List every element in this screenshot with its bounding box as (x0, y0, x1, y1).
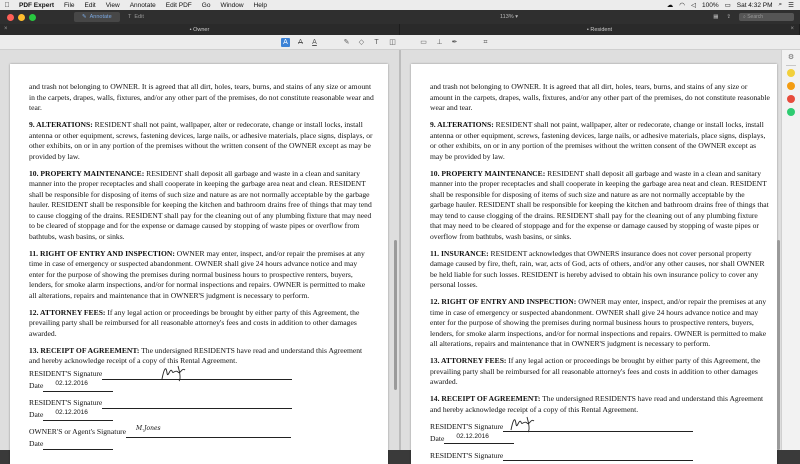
zoom-window-button[interactable] (29, 14, 36, 21)
tab-resident[interactable] (400, 24, 800, 35)
resident-signature-line-1[interactable] (29, 369, 374, 380)
menu-go[interactable]: Go (201, 1, 211, 9)
close-tab-icon[interactable]: × (790, 26, 794, 32)
resident-signature-label: RESIDENT'S Signature (430, 450, 504, 460)
owner-page-content (29, 82, 374, 450)
resident-document-pane[interactable] (401, 50, 781, 460)
resident-date-value: 02.12.2016 (55, 409, 88, 416)
edit-mode-button[interactable] (120, 12, 166, 22)
comment-icon[interactable]: ▭ (420, 39, 427, 46)
volume-icon[interactable]: ◁ (690, 2, 696, 9)
battery-icon: ▭ (724, 2, 731, 9)
pen-icon[interactable]: ✎ (343, 39, 350, 46)
share-icon[interactable]: ⇪ (726, 14, 731, 20)
tab-owner[interactable] (0, 24, 400, 35)
annotate-icon: ✎ (82, 14, 87, 20)
view-settings-icon[interactable]: ▦ (713, 14, 719, 20)
clock[interactable]: Sat 4:32 PM (736, 1, 773, 9)
menu-help[interactable]: Help (253, 1, 267, 9)
tab-resident-title: • Resident (586, 26, 613, 33)
resident-date-field[interactable] (43, 409, 113, 421)
resident-paragraph: 9. ALTERATIONS: RESIDENT shall not paint, wallpaper, alter or redecorate, change or install locks, install antenna or other equipment, screws, fastening devices, large nails, or adhesive materials, place signs, displays, or other exhibits, on or in any portion of the premises without the written consent of the OWNER except as may be provided by law. (430, 120, 766, 161)
resident-signature-label: RESIDENT'S Signature (430, 421, 504, 431)
date-label: Date (29, 439, 44, 448)
notification-center-icon[interactable]: ☰ (788, 2, 794, 9)
resident-date-field[interactable] (43, 380, 113, 392)
resident-paragraph: 10. PROPERTY MAINTENANCE: RESIDENT shall deposit all garbage and waste in a clean and sanitary manner into the proper receptacles and shall cooperate in keeping the garbage area neat and clean. RESIDENT shall be responsible for disposing of items of such size and nature as are not normally acceptable by the garbage hauler. RESIDENT shall be responsible for keeping the kitchen and bathroom drains free of things that may tend to cause clogging of the drains. RESIDENT shall pay for the cleaning out of any plumbing fixture that may need to be cleared of stoppage and for the expense or damage caused by stopping of waste pipes or overflow from bathtubs, wash basins, or sinks. (430, 168, 769, 241)
resident-paragraph: 12. RIGHT OF ENTRY AND INSPECTION: OWNER may enter, inspect, and/or repair the premises at any time in case of emergency or suspected abandonment. OWNER shall give 24 hours advance notice and may enter for the purpose of showing the premises during normal business hours to prospective renters, buyers, lenders, for smoke alarm inspections, and/or for normal inspections and repairs. OWNER is permitted to make all alterations, repairs and maintenance that in OWNER'S judgment is necessary to perform. (430, 297, 767, 348)
vertical-scrollbar[interactable] (394, 240, 397, 390)
resident-signature-image (507, 414, 547, 434)
resident-date-field[interactable] (444, 432, 514, 444)
resident-signature-line-1[interactable] (430, 421, 770, 432)
search-placeholder: Search (747, 14, 764, 20)
strikethrough-icon[interactable]: A (298, 39, 303, 46)
menu-edit-pdf[interactable]: Edit PDF (165, 1, 192, 9)
resident-paragraph: 14. RECEIPT OF AGREEMENT: The undersigned RESIDENTS have read and understand this Agreement and hereby acknowledge receipt of a copy of this Rental Agreement. (430, 394, 764, 414)
resident-paragraph: and trash not belonging to OWNER. It is agreed that all dirt, holes, tears, burns, and stains of any size or amount in the carpets, drapes, walls, fixtures, and/or any other part of the premises, do not constitute reasonable wear and tear. (430, 82, 770, 112)
owner-page (10, 64, 388, 464)
menu-app-name[interactable]: PDF Expert (19, 1, 55, 9)
eraser-icon[interactable]: ◇ (358, 39, 365, 46)
color-swatch-orange[interactable] (787, 82, 795, 90)
edit-mode-label: Edit (134, 14, 144, 20)
tab-bar (0, 24, 800, 35)
resident-date-line-1[interactable] (430, 433, 770, 444)
date-label: Date (29, 410, 44, 419)
crop-icon[interactable]: ⌗ (483, 39, 488, 46)
menu-view[interactable]: View (105, 1, 120, 9)
stamp-icon[interactable]: ⊥ (436, 39, 443, 46)
color-swatch-green[interactable] (787, 108, 795, 116)
resident-date-value: 02.12.2016 (55, 380, 88, 387)
resident-paragraph: 11. INSURANCE: RESIDENT acknowledges that OWNERS insurance does not cover personal property damage caused by fire, theft, rain, war, acts of God, acts of others, and/or any other causes, nor shall OWNER be held liable for such losses. RESIDENT is hereby advised to obtain his own insurance policy to cover any personal losses. (430, 248, 765, 289)
shape-icon[interactable]: ◫ (389, 39, 396, 46)
date-label: Date (29, 381, 44, 390)
resident-signature-field[interactable] (102, 371, 292, 380)
resident-signature-line-2[interactable] (430, 450, 770, 461)
close-window-button[interactable] (7, 14, 14, 21)
menu-file[interactable]: File (64, 1, 75, 9)
color-swatch-red[interactable] (787, 95, 795, 103)
resident-signature-label: RESIDENT'S Signature (29, 398, 103, 407)
resident-signature-image (158, 363, 198, 383)
owner-paragraph: 9. ALTERATIONS: RESIDENT shall not paint, wallpaper, alter or redecorate, change or install locks, install antenna or other equipment, screws, fastening devices, large nails, or adhesive materials, place signs, displays, or other exhibits, on or in any portion of the premises without the written consent of the OWNER except as may be provided by law. (29, 120, 373, 161)
resident-signature-line-2[interactable] (29, 398, 374, 409)
spotlight-icon[interactable]: ⌕ (778, 1, 783, 8)
resident-date-line-1[interactable] (29, 381, 374, 392)
resident-signature-field[interactable] (102, 400, 292, 409)
settings-icon[interactable]: ⚙ (787, 54, 795, 61)
resident-signature-field[interactable] (503, 423, 693, 432)
highlight-icon[interactable]: A (281, 38, 290, 47)
resident-page-content (430, 82, 770, 461)
owner-date-field[interactable] (43, 441, 113, 450)
owner-signature-field[interactable] (126, 425, 291, 438)
menu-annotate[interactable]: Annotate (129, 1, 156, 9)
wifi-icon[interactable]: ◠ (679, 2, 685, 9)
battery-percent[interactable]: 100% (701, 1, 719, 9)
text-icon[interactable]: T (374, 39, 379, 46)
resident-signature-label: RESIDENT'S Signature (29, 369, 103, 378)
owner-paragraph: 10. PROPERTY MAINTENANCE: RESIDENT shall deposit all garbage and waste in a clean and sanitary manner into the proper receptacles and shall cooperate in keeping the garbage area neat and clean. RESIDENT shall be responsible for disposing of items of such size and nature as are not normally acceptable by the garbage hauler. RESIDENT shall be responsible for keeping the kitchen and bathroom drains free of things that may tend to cause clogging of the drains. RESIDENT shall pay for the cleaning out of any plumbing fixture that may need to be cleared of stoppage and for the expense or damage caused by stopping of waste pipes or overflow from bathtubs, wash basins, or sinks. (29, 168, 372, 241)
cloud-icon[interactable]: ☁ (666, 2, 674, 9)
date-label: Date (430, 433, 445, 443)
apple-icon[interactable] (0, 2, 14, 9)
close-tab-icon[interactable]: × (4, 26, 8, 32)
edit-icon: T (128, 14, 132, 20)
resident-date-line-2[interactable] (29, 410, 374, 421)
menu-edit[interactable]: Edit (84, 1, 96, 9)
signature-icon[interactable]: ✒ (451, 39, 458, 46)
minimize-window-button[interactable] (18, 14, 25, 21)
owner-signature-label: OWNER'S or Agent's Signature (29, 427, 127, 436)
window-controls (0, 14, 74, 21)
color-swatch-yellow[interactable] (787, 69, 795, 77)
owner-paragraph: and trash not belonging to OWNER. It is agreed that all dirt, holes, tears, burns, and stains of any size or amount in the carpets, drapes, walls, fixtures, and/or any other part of the premises, do not constitute reasonable wear and tear. (29, 82, 374, 112)
owner-signature-line[interactable] (29, 427, 374, 438)
underline-icon[interactable]: A (312, 39, 317, 46)
annotate-mode-button[interactable] (74, 12, 120, 22)
menu-window[interactable]: Window (220, 1, 244, 9)
owner-paragraph: 13. RECEIPT OF AGREEMENT: The undersigned RESIDENTS have read and understand this Agreement and hereby acknowledge receipt of a copy of this Rental Agreement. (29, 345, 363, 365)
owner-document-pane[interactable] (0, 50, 399, 450)
menu-bar (0, 0, 800, 10)
resident-paragraph: 13. ATTORNEY FEES: If any legal action or proceedings be brought by either party of this Agreement, the prevailing party shall be reimbursed for all reasonable attorney's fees and costs in addition to other damages awarded. (430, 356, 761, 386)
toolbar (0, 10, 800, 24)
vertical-scrollbar[interactable] (777, 240, 780, 450)
tab-owner-title: • Owner (189, 26, 210, 33)
owner-paragraph: 12. ATTORNEY FEES: If any legal action or proceedings be brought by either party of this Agreement, the prevailing party shall be reimbursed for all reasonable attorney's fees and costs in addition to other damages awarded. (29, 307, 360, 338)
owner-signature-value: M.Jones (136, 425, 161, 432)
owner-date-line[interactable] (29, 439, 374, 450)
owner-paragraph: 11. RIGHT OF ENTRY AND INSPECTION: OWNER may enter, inspect, and/or repair the premises at any time in case of emergency or suspected abandonment. OWNER shall give 24 hours advance notice and may enter for the purpose of showing the premises during normal business hours to prospective renters, buyers, lenders, for smoke alarm inspections, and/or for normal inspections and repairs. OWNER is permitted to make all alterations, repairs and maintenance that in OWNER'S judgment is necessary to perform. (29, 248, 366, 300)
annotation-toolbar (0, 35, 800, 50)
resident-signature-field[interactable] (503, 452, 693, 461)
zoom-level: 113% (500, 14, 514, 20)
annotate-mode-label: Annotate (89, 14, 112, 20)
resident-page (411, 64, 777, 464)
palette-divider (786, 65, 796, 66)
search-input[interactable]: ⌕ Search (739, 13, 794, 21)
zoom-control[interactable]: 113% ▾ (500, 14, 518, 20)
color-palette-sidebar (781, 50, 800, 450)
resident-date-value: 02.12.2016 (456, 432, 489, 440)
